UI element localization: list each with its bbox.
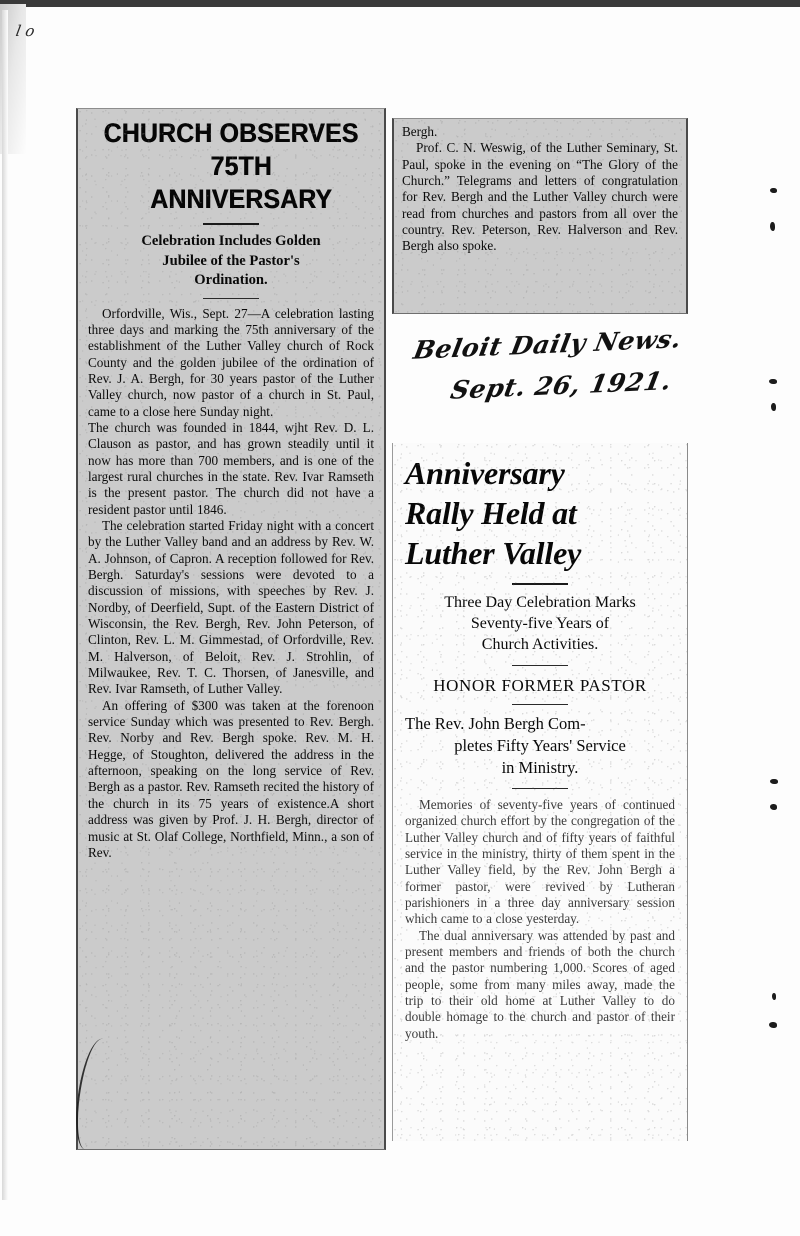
handwritten-corner-mark: l o [14,22,37,40]
newspaper-clipping-top-right [392,118,688,314]
paragraph: The church was founded in 1844, wjht Rev. D. L. Clauson as pastor, and has grown steadily until it now has more than 700 members, and is one of the largest rural churches in the state. Rev. Ivar Ramseth is the present pastor. The church did not have a resident pastor until 1846. [88,419,374,517]
deck-a-line-2: Seventy-five Years of [470,615,610,632]
deck-line-2: Jubilee of the Pastor's [162,252,300,269]
deck-a-line-1: Three Day Celebration Marks [444,594,636,611]
paragraph: Bergh. [402,124,438,139]
deck-c-line-3: in Ministry. [501,758,579,777]
deck-a-line-3: Church Activities. [481,636,599,653]
scan-left-edge-shadow [2,10,8,1200]
headline-church-observes: CHURCH OBSERVES [103,118,359,148]
handwritten-publication-name: Beloit Daily News. [411,324,685,365]
paragraph: An offering of $300 was taken at the forenoon service Sunday which was presented to Rev. Bergh. Rev. Norby and Rev. Bergh spoke. Rev. M. H. Hegge, of Stoughton, delivered the address in the afternoon, speaking on the long service of Rev. Bergh as a pastor. Rev. Ramseth recited the history of the church in its 75 years of existence.A short address was given by Prof. J. H. Bergh, director of music at St. Olaf College, Northfield, Minn., a son of Rev. [88,697,374,860]
ink-speck [772,993,776,1000]
newspaper-clipping-left [76,108,386,1150]
ink-speck [770,188,777,193]
newspaper-clipping-bottom-right [392,443,688,1141]
deck-c-divider-rule [512,788,568,789]
ink-speck [769,379,777,384]
deck-line-1: Celebration Includes Golden [141,233,321,249]
headline-anniversary: Anniversary [405,455,565,491]
handwritten-date: Sept. 26, 1921. [448,366,675,405]
ink-speck [771,403,776,411]
paragraph: The celebration started Friday night with a concert by the Luther Valley band and an address by Rev. W. A. Johnson, of Capron. A reception followed for Rev. Bergh. Saturday's sessions were devoted to a discussion of missions, with speeches by Rev. J. Nordby, of Deerfield, Supt. of the Eastern District of Wisconsin, the Rev. Bergh, Rev. John Peterson, of Clinton, Rev. L. M. Gimmestad, of Orfordville, Rev. M. Halverson, of Beloit, Rev. J. Strohlin, of Milwaukee, Rev. T. C. Thorsen, of Janesville, and Rev. Ivar Ramseth, of Luther Valley. [88,517,374,697]
headline-divider-rule [203,223,259,225]
article-body-left [88,306,374,862]
deck-line-3: Ordination. [194,272,268,288]
headline-divider-rule [512,583,568,585]
article-body-bottom-right [405,797,675,1042]
deck-a-divider-rule [512,665,568,666]
paragraph: Memories of seventy-five years of continued organized church effort by the congregation of the Luther Valley church and of fifty years of faithful service in the ministry, thirty of them spent in the Luther Valley field, by the Rev. John Bergh a former pastor, were revived by Lutheran parishioners in a three day anniversary session which came to a close yesterday. [405,797,675,927]
deck-c-line-2: pletes Fifty Years' Service [454,736,626,755]
deck-honor-former-pastor: HONOR FORMER PASTOR [433,676,647,695]
deck-b-divider-rule [512,704,568,705]
paragraph: The dual anniversary was attended by past and present members and friends of both the church and the pastor numbering 1,000. Scores of aged people, some from many miles away, made the trip to their old home at Luther Valley to do double homage to the church and pastor of their youth. [405,927,675,1041]
ink-speck [770,804,777,810]
ink-speck [770,779,778,784]
headline-rally-held-at: Rally Held at [405,495,577,531]
ink-speck [770,222,775,231]
deck-c-line-1: The Rev. John Bergh Com- [405,714,586,733]
paragraph: Orfordville, Wis., Sept. 27—A celebration lasting three days and marking the 75th anniversary of the establishment of the Luther Valley church of Rock County and the golden jubilee of the ordination of Rev. J. A. Bergh, for 30 years pastor of the Luther Valley church, now pastor of a church in St. Paul, came to a close here Sunday night. [88,305,374,419]
article-body-top-right [402,124,678,255]
headline-75th-anniversary: 75TH ANNIVERSARY [150,151,333,214]
deck-divider-rule [203,298,259,299]
scan-top-band [0,0,800,7]
ink-speck [769,1022,777,1028]
paragraph: Prof. C. N. Weswig, of the Luther Seminary, St. Paul, spoke in the evening on “The Glory of the Church.” Telegrams and letters of congratulation for Rev. Bergh and the Luther Valley church were read from churches and pastors from all over the country. Rev. Peterson, Rev. Halverson and Rev. Bergh also spoke. [402,140,678,254]
headline-luther-valley: Luther Valley [405,535,582,571]
